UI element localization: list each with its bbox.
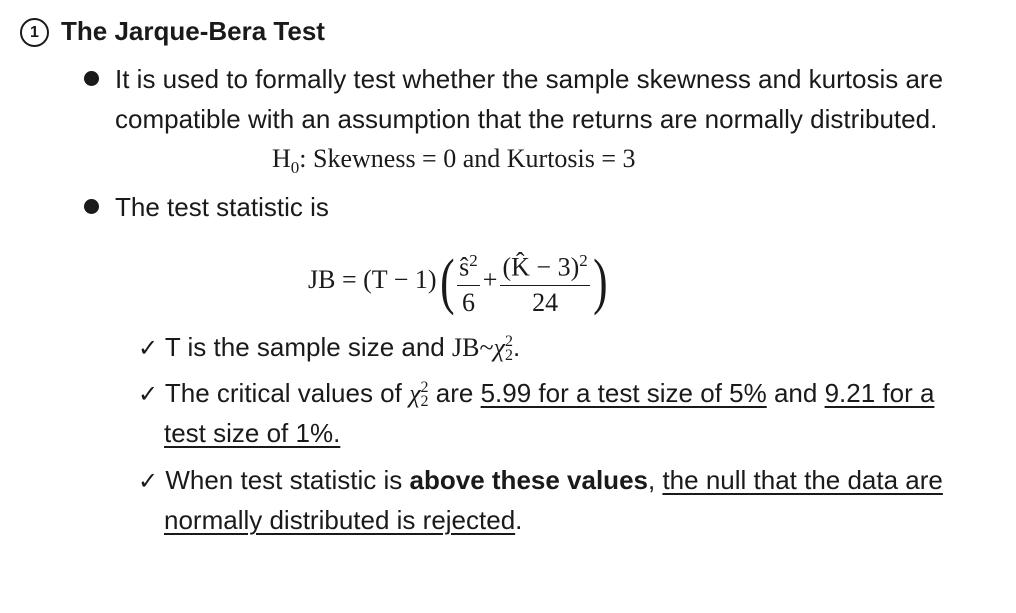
k-open: ( (502, 252, 512, 282)
section-title (20, 16, 325, 47)
jb-formula (308, 240, 610, 320)
check-item-2-line2 (164, 418, 340, 449)
check2-text: The critical values of (164, 378, 410, 408)
check2-chi-sub: 2 (420, 393, 429, 411)
check2-are: are (428, 378, 481, 408)
section-number-badge: 1 (20, 18, 49, 47)
checkmark-icon: ✓ (138, 468, 159, 495)
k-power: 2 (579, 251, 588, 271)
check-item-3 (138, 465, 943, 496)
denominator-24: 24 (500, 285, 589, 320)
checkmark-icon: ✓ (138, 381, 159, 408)
check3-text: When test statistic is (165, 465, 410, 495)
formula-plus: + (482, 265, 498, 294)
check-item-2 (138, 378, 934, 409)
formula-lhs: JB = (T − 1) (308, 265, 437, 294)
null-rejected-line1: the null that the data are (662, 465, 943, 495)
null-hypothesis (272, 144, 636, 178)
bullet1-line2: compatible with an assumption that the returns are normally distributed. (115, 104, 938, 134)
denominator-6: 6 (457, 285, 480, 320)
s-hat: ŝ (459, 252, 470, 282)
k-hat: K̂ (511, 252, 530, 282)
s-power: 2 (469, 251, 478, 271)
null-rejected-line2: normally distributed is rejected (164, 505, 516, 535)
formula-open-paren: ( (439, 248, 455, 317)
bullet-dot-2 (84, 199, 99, 214)
check1-period: . (512, 332, 521, 362)
check2-chi-sup: 2 (420, 379, 429, 397)
critical-value-1pct: 9.21 for a (824, 378, 935, 408)
check3-bold: above these values (409, 465, 648, 495)
check3-comma: , (648, 465, 663, 495)
fraction-skewness (457, 244, 480, 320)
check3-period: . (515, 505, 523, 535)
k-rest: − 3) (529, 252, 580, 282)
section-title-text: The Jarque-Bera Test (61, 16, 325, 46)
check1-jb: JB~ (451, 333, 494, 362)
h0-symbol: H (272, 144, 291, 173)
check2-and: and (766, 378, 825, 408)
h0-subscript: 0 (290, 158, 300, 178)
h0-statement: : Skewness = 0 and Kurtosis = 3 (299, 144, 636, 173)
formula-close-paren: ) (592, 248, 608, 317)
critical-value-1pct-cont: test size of 1%. (164, 418, 341, 448)
bullet1-line1: It is used to formally test whether the sample skewness and kurtosis are (115, 64, 944, 94)
checkmark-icon: ✓ (138, 335, 159, 362)
check2-chi: χ (409, 379, 421, 408)
fraction-kurtosis (500, 244, 589, 320)
check-item-1 (138, 332, 520, 363)
check-item-3-line2 (164, 505, 522, 536)
bullet2-text: The test statistic is (115, 192, 329, 222)
check1-chi-sub: 2 (504, 347, 513, 365)
critical-value-5pct: 5.99 for a test size of 5% (480, 378, 767, 408)
check1-text: T is the sample size and (164, 332, 452, 362)
bullet-dot-1 (84, 71, 99, 86)
check1-chi-sup: 2 (504, 333, 513, 351)
check1-chi: χ (493, 333, 505, 362)
